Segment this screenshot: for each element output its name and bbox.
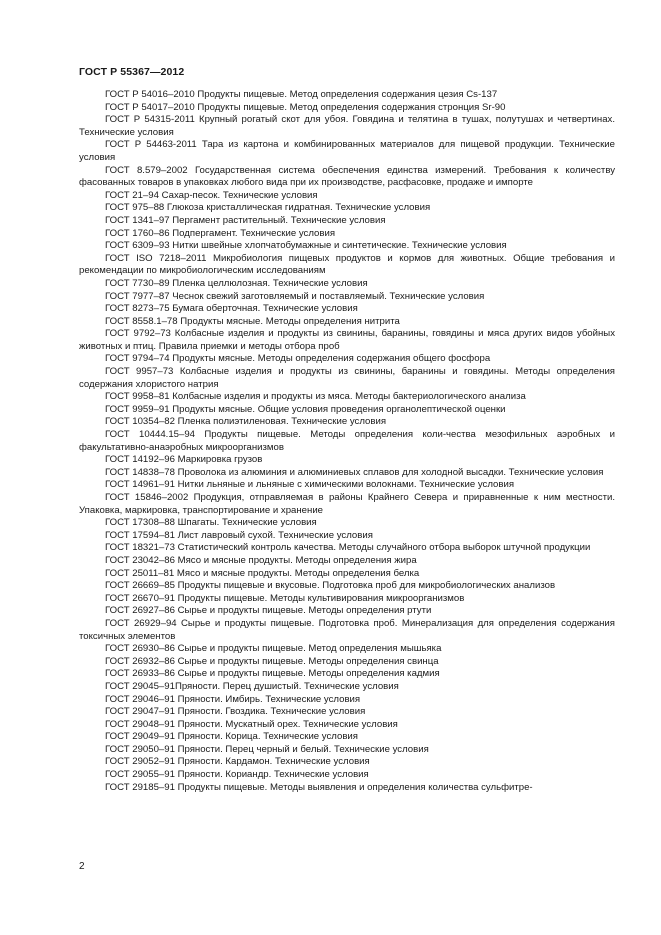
reference-item: ГОСТ 17594–81 Лист лавровый сухой. Технические условия: [105, 529, 373, 541]
reference-item: ГОСТ 10354–82 Пленка полиэтиленовая. Технические условия: [105, 416, 387, 428]
reference-item: ГОСТ 8273–75 Бумага оберточная. Технические условия: [105, 303, 358, 315]
reference-item: ГОСТ 14192–96 Маркировка грузов: [105, 454, 263, 466]
reference-item: ГОСТ ISO 7218–2011 Микробиология пищевых продуктов и кормов для животных. Общие требования и рекомендации по микробиологическим исследованиям: [79, 252, 615, 277]
reference-item: ГОСТ 975–88 Глюкоза кристаллическая гидратная. Технические условия: [105, 202, 431, 214]
reference-item: ГОСТ 29052–91 Пряности. Кардамон. Технические условия: [105, 756, 370, 768]
reference-item: ГОСТ Р 54463-2011 Тара из картона и комбинированных материалов для пищевой продукции. Технические условия: [79, 139, 615, 163]
reference-item: ГОСТ 9794–74 Продукты мясные. Методы определения содержания общего фосфора: [105, 353, 491, 365]
reference-item: ГОСТ 25011–81 Мясо и мясные продукты. Методы определения белка: [105, 567, 420, 579]
reference-item: ГОСТ 23042–86 Мясо и мясные продукты. Методы определения жира: [105, 554, 417, 566]
reference-item: ГОСТ 9958–81 Колбасные изделия и продукты из мяса. Методы бактериологического анализа: [105, 391, 526, 403]
reference-item: ГОСТ 29050–91 Пряности. Перец черный и белый. Технические условия: [105, 743, 429, 755]
page-number: 2: [79, 861, 85, 872]
reference-item: ГОСТ 26929–94 Сырье и продукты пищевые. Подготовка проб. Минерализация для определения содержания токсичных элементов: [79, 617, 615, 642]
reference-item: ГОСТ 9957–73 Колбасные изделия и продукты из свинины, баранины и говядины. Методы определения содержания хлористого натрия: [79, 366, 615, 390]
reference-item: ГОСТ 26927–86 Сырье и продукты пищевые. Методы определения ртути: [105, 605, 432, 617]
reference-item: ГОСТ 8558.1–78 Продукты мясные. Методы определения нитрита: [105, 315, 400, 327]
reference-item: ГОСТ 17308–88 Шпагаты. Технические условия: [105, 517, 317, 529]
reference-item: ГОСТ 18321–73 Статистический контроль качества. Методы случайного отбора выборок штучной продукции: [105, 542, 591, 554]
reference-item: ГОСТ 10444.15–94 Продукты пищевые. Методы определения коли-чества мезофильных аэробных и факультативно-анаэробных микроорганизмов: [79, 429, 615, 453]
reference-item: ГОСТ 29055–91 Пряности. Кориандр. Технические условия: [105, 769, 369, 781]
reference-item: ГОСТ 7977–87 Чеснок свежий заготовляемый и поставляемый. Технические условия: [105, 290, 485, 302]
reference-item: ГОСТ 14838–78 Проволока из алюминия и алюминиевых сплавов для холодной высадки. Технические условия: [105, 466, 604, 478]
reference-item: ГОСТ 29046–91 Пряности. Имбирь. Технические условия: [105, 693, 361, 705]
reference-item: ГОСТ 14961–91 Нитки льняные и льняные с химическими волокнами. Технические условия: [105, 479, 515, 491]
reference-item: ГОСТ 26933–86 Сырье и продукты пищевые. Методы определения кадмия: [105, 668, 440, 680]
reference-item: ГОСТ Р 54315-2011 Крупный рогатый скот для убоя. Говядина и телятина в тушах, полутушах и четвертинах. Технические условия: [79, 114, 615, 138]
reference-item: ГОСТ 29185–91 Продукты пищевые. Методы выявления и определения количества сульфитре-: [105, 781, 533, 793]
reference-item: ГОСТ 9792–73 Колбасные изделия и продукты из свинины, баранины, говядины и мяса других видов убойных животных и птиц. Правила приемки и методы отбора проб: [79, 328, 615, 352]
reference-item: ГОСТ Р 54017–2010 Продукты пищевые. Метод определения содержания стронция Sr-90: [105, 101, 506, 113]
reference-item: ГОСТ 29045–91Пряности. Перец душистый. Технические условия: [105, 680, 399, 692]
reference-item: ГОСТ 7730–89 Пленка целлюлозная. Технические условия: [105, 277, 368, 289]
reference-item: ГОСТ 29047–91 Пряности. Гвоздика. Технические условия: [105, 706, 366, 718]
reference-item: ГОСТ 1760–86 Подпергамент. Технические условия: [105, 227, 336, 239]
reference-item: ГОСТ 29048–91 Пряности. Мускатный орех. Технические условия: [105, 718, 398, 730]
references-list: [79, 89, 615, 794]
reference-item: ГОСТ 26669–85 Продукты пищевые и вкусовые. Подготовка проб для микробиологических анализов: [105, 580, 556, 592]
reference-item: ГОСТ 15846–2002 Продукция, отправляемая в районы Крайнего Севера и приравненные к ним местности. Упаковка, маркировка, транспортирование и хранение: [79, 492, 615, 516]
reference-item: ГОСТ 8.579–2002 Государственная система обеспечения единства измерений. Требования к количеству фасованных товаров в упаковках любого вида при их производстве, расфасовке, продаже и импорте: [79, 164, 615, 189]
reference-item: ГОСТ 6309–93 Нитки швейные хлопчатобумажные и синтетические. Технические условия: [105, 240, 507, 252]
reference-item: ГОСТ 26930–86 Сырье и продукты пищевые. Метод определения мышьяка: [105, 643, 442, 655]
reference-item: ГОСТ 21–94 Сахар-песок. Технические условия: [105, 189, 318, 201]
document-header: ГОСТ Р 55367—2012: [79, 66, 185, 78]
reference-item: ГОСТ 29049–91 Пряности. Корица. Технические условия: [105, 731, 358, 743]
reference-item: ГОСТ 26670–91 Продукты пищевые. Методы культивирования микроорганизмов: [105, 592, 465, 604]
reference-item: ГОСТ Р 54016–2010 Продукты пищевые. Метод определения содержания цезия Cs-137: [105, 89, 498, 100]
reference-item: ГОСТ 1341–97 Пергамент растительный. Технические условия: [105, 214, 386, 226]
reference-item: ГОСТ 26932–86 Сырье и продукты пищевые. Методы определения свинца: [105, 655, 439, 667]
reference-item: ГОСТ 9959–91 Продукты мясные. Общие условия проведения органолептической оценки: [105, 403, 506, 415]
